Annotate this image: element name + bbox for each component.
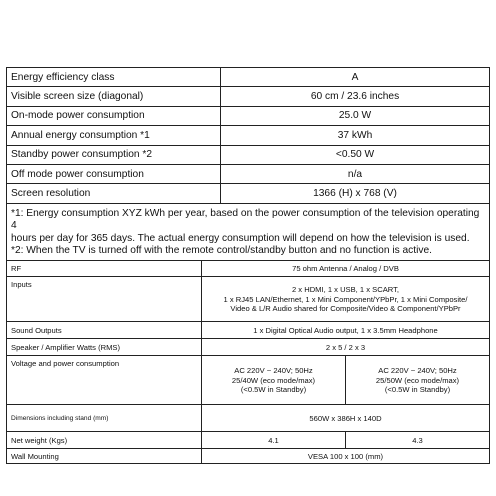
spec-row-net-weight [7,432,490,449]
spec-label: RF [7,261,202,277]
footnote-1-line-2: hours per day for 365 days. The actual energy consumption will depend on how the television is used. [11,232,470,244]
voltage-left-line-2: 25/40W (eco mode/max) [231,375,316,385]
voltage-left-line-3: (<0.5W in Standby) [240,385,307,395]
spec-value: 560W x 386H x 140D [202,405,490,432]
spec-table [6,260,490,464]
spec-value-right: 4.3 [346,432,490,449]
energy-label: Annual energy consumption *1 [7,126,221,145]
spec-label: Inputs [7,277,202,322]
energy-value: 25.0 W [221,106,490,125]
spec-value [202,277,490,322]
spec-sheet [6,67,490,464]
energy-value: 1366 (H) x 768 (V) [221,184,490,203]
spec-label: Wall Mounting [7,449,202,464]
energy-row [7,68,490,87]
spec-value: VESA 100 x 100 (mm) [202,449,490,464]
energy-value: 60 cm / 23.6 inches [221,87,490,106]
energy-value: A [221,68,490,87]
energy-value: 37 kWh [221,126,490,145]
energy-row [7,145,490,164]
energy-row [7,184,490,203]
voltage-right-line-2: 25/50W (eco mode/max) [375,375,460,385]
energy-row [7,106,490,125]
spec-value-left [202,356,346,405]
voltage-right-line-3: (<0.5W in Standby) [384,385,451,395]
energy-row [7,126,490,145]
inputs-line-1: 2 x HDMI, 1 x USB, 1 x SCART, [291,285,400,295]
footnotes [6,204,490,261]
energy-label: Off mode power consumption [7,164,221,183]
spec-value-right [346,356,490,405]
spec-row-speaker [7,339,490,356]
spec-row-inputs [7,277,490,322]
inputs-line-3: Video & L/R Audio shared for Composite/Video & Component/YPbPr [230,304,461,314]
energy-label-table [6,67,490,204]
energy-value: <0.50 W [221,145,490,164]
spec-row-voltage [7,356,490,405]
energy-row [7,164,490,183]
energy-label: Visible screen size (diagonal) [7,87,221,106]
energy-label: On-mode power consumption [7,106,221,125]
spec-label: Dimensions including stand (mm) [7,405,202,432]
spec-value-left: 4.1 [202,432,346,449]
footnote-1-line-1: *1: Energy consumption XYZ kWh per year, based on the power consumption of the television operating 4 [11,207,480,232]
spec-label: Net weight (Kgs) [7,432,202,449]
voltage-right-line-1: AC 220V ~ 240V; 50Hz [378,366,457,376]
spec-value: 75 ohm Antenna / Analog / DVB [202,261,490,277]
voltage-left-line-1: AC 220V ~ 240V; 50Hz [234,366,313,376]
spec-value: 2 x 5 / 2 x 3 [202,339,490,356]
energy-label: Energy efficiency class [7,68,221,87]
spec-row-wall-mounting [7,449,490,464]
spec-row-dimensions [7,405,490,432]
spec-row-sound-outputs [7,322,490,339]
energy-label-rows [7,68,490,204]
energy-row [7,87,490,106]
spec-label: Speaker / Amplifier Watts (RMS) [7,339,202,356]
spec-value: 1 x Digital Optical Audio output, 1 x 3.5mm Headphone [202,322,490,339]
spec-row-rf [7,261,490,277]
spec-label: Sound Outputs [7,322,202,339]
energy-label: Screen resolution [7,184,221,203]
energy-value: n/a [221,164,490,183]
energy-label: Standby power consumption *2 [7,145,221,164]
footnote-2: *2: When the TV is turned off with the remote control/standby button and no function is active. [11,244,432,256]
spec-label: Voltage and power consumption [7,356,202,405]
inputs-line-2: 1 x RJ45 LAN/Ethernet, 1 x Mini Component/YPbPr, 1 x Mini Composite/ [223,294,468,304]
